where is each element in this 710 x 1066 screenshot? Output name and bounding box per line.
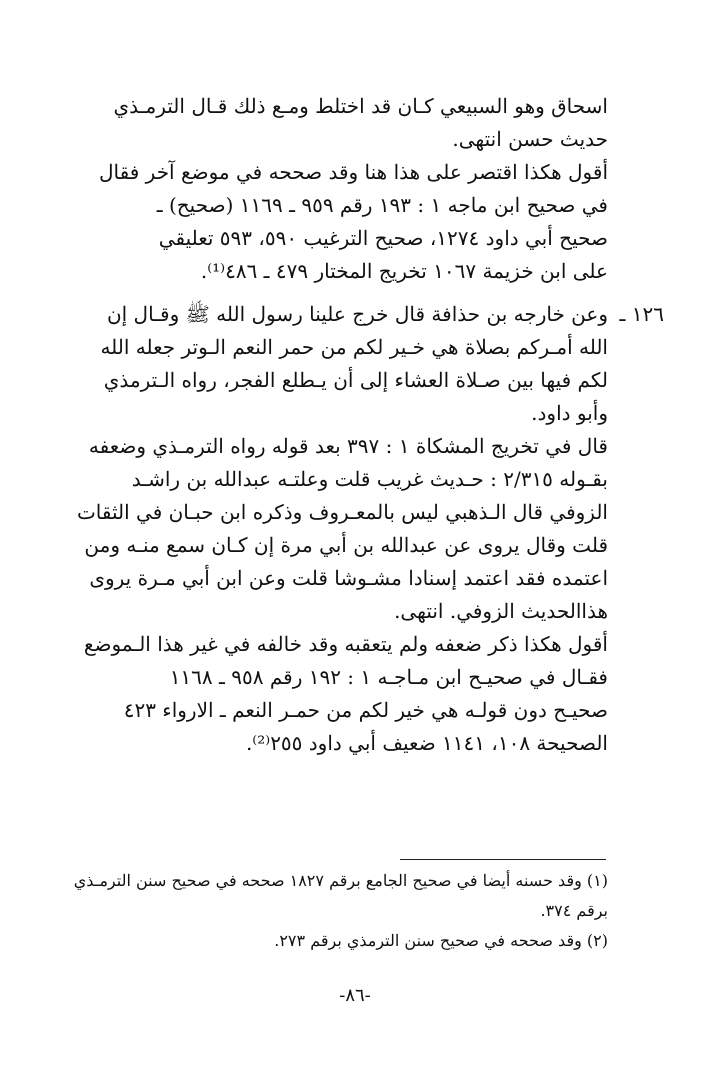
footnote-1: (١) وقد حسنه أيضا في صحيح الجامع برقم ١٨٢٧ صححه في صحيح سنن الترمـذي برقم ٣٧٤.	[73, 871, 608, 920]
paragraph-1: اسحاق وهو السبيعي كـان قد اختلط ومـع ذلك قـال الترمـذي حديث حسن انتهى.	[113, 94, 608, 151]
paragraph-5: أقول هكذا ذكر ضعفه ولم يتعقبه وقد خالفه في غير هذا الـموضع فقـال في صحيـح ابن مـاجـه ١ : ١٩٢ رقم ٩٥٨ ـ ١١٦٨ صحيـح دون قولـه هي خير لكم من حمـر النعم ـ الارواء ٤٢٣ الصحيحة ١٠٨، ١١٤١ ضعيف أبي داود ٢٥٥⁽²⁾.	[83, 632, 608, 755]
main-text	[48, 90, 664, 760]
footnotes	[48, 866, 608, 956]
footnote-2: (٢) وقد صححه في صحيح سنن الترمذي برقم ٢٧٣.	[274, 931, 608, 950]
paragraph-2: أقول هكذا اقتصر على هذا هنا وقد صححه في موضع آخر فقال في صحيح ابن ماجه ١ : ١٩٣ رقم ٩٥٩ ـ ١١٦٩ (صحيح) ـ صحيح أبي داود ١٢٧٤، صحيح الترغيب ٥٩٠، ٥٩٣ تعليقي على ابن خزيمة ١٠٦٧ تخريج المختار ٤٧٩ ـ ٤٨٦⁽¹⁾.	[99, 160, 608, 283]
hadith-number: ١٢٦ ـ	[619, 302, 664, 326]
paragraph-4: قال في تخريج المشكاة ١ : ٣٩٧ بعد قوله رواه الترمـذي وضعفه بقـوله ٢/٣١٥ : حـديث غريب قلت وعلتـه عبدالله بن راشـد الزوفي قال الـذهبي ليس بالمعـروف وذكره ابن حبـان في الثقات قلت وقال يروى عن عبدالله بن أبي مرة إن كـان سمع منـه ومن اعتمده فقد اعتمد إسنادا مشـوشا قلت وعن ابن أبي مـرة يروى هذاالحديث الزوفي. انتهى.	[76, 434, 608, 623]
paragraph-3: وعن خارجه بن حذافة قال خرج علينا رسول الله ﷺ وقـال إن الله أمـركم بصلاة هي خـير لكم من حمر النعم الـوتر جعله الله لكم فيها بين صـلاة العشاء إلى أن يـطلع الفجر، رواه الـترمذي وأبو داود.	[100, 302, 608, 425]
page-number: -٨٦-	[339, 985, 371, 1006]
footnote-divider	[400, 859, 606, 860]
hadith-block	[48, 298, 664, 430]
